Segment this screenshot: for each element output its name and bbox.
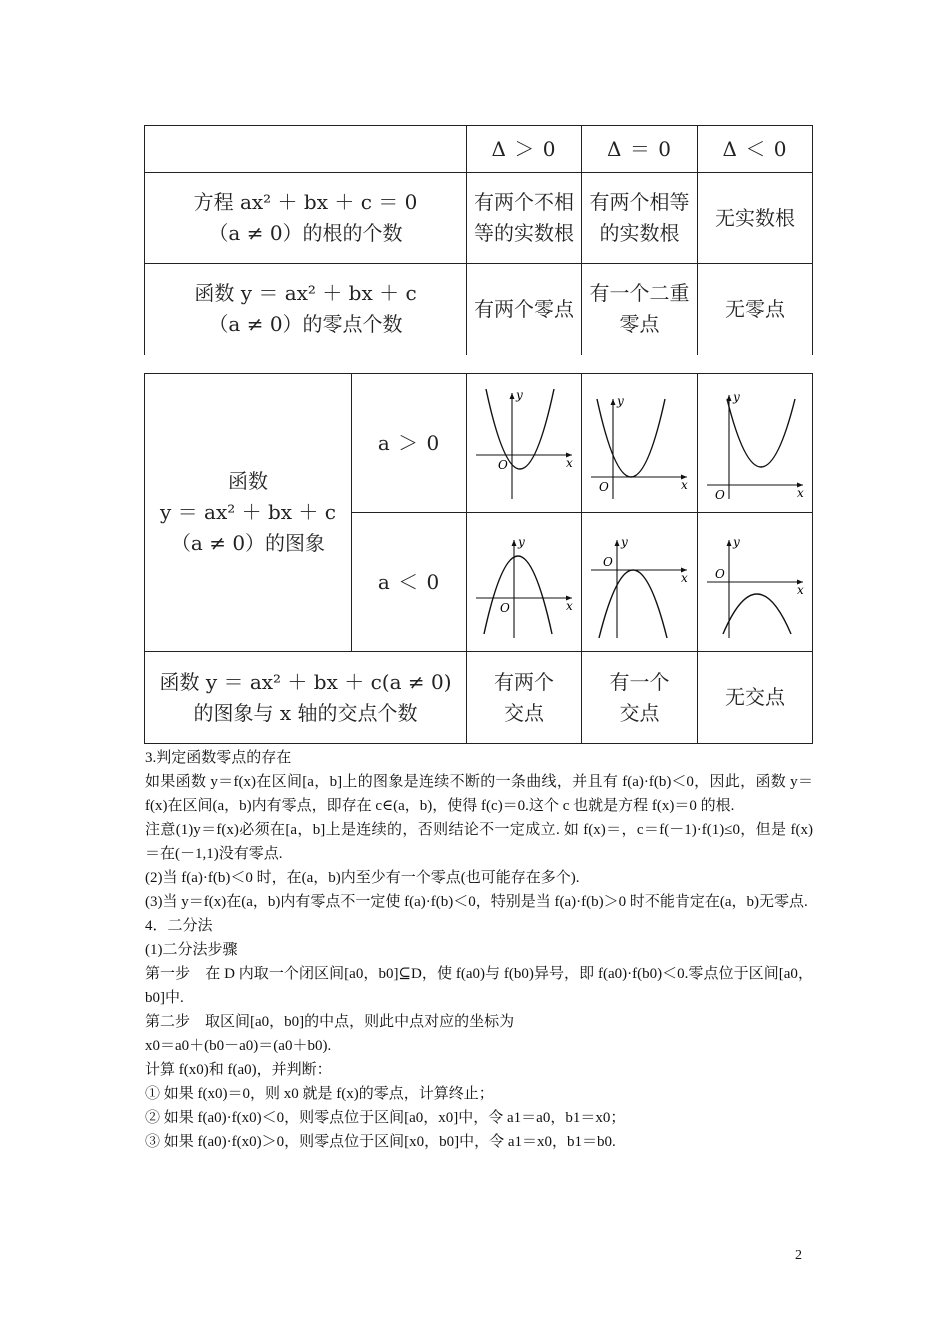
y-axis-arrow — [509, 393, 514, 399]
graph-down-two-roots — [468, 518, 581, 646]
origin-label: O — [714, 567, 725, 581]
paragraph: 如果函数 y＝f(x)在区间[a，b]上的图象是连续不断的一条曲线，并且有 f(a)·f(b)＜0，因此，函数 y＝f(x)在区间(a，b)内有零点，即存在 c∈(a，b)，使得 f(c)＝0.这个 c 也就是方程 f(x)＝0 的根. — [145, 774, 813, 814]
table-cell: 有两个 交点 — [467, 652, 582, 744]
graph-up-no-root — [699, 379, 812, 507]
graph-up-one-root — [583, 379, 696, 507]
y-axis-arrow — [726, 540, 731, 546]
origin-label: O — [603, 555, 613, 569]
y-axis-label: y — [621, 535, 628, 549]
parabola-curve — [597, 399, 665, 477]
x-axis-label: x — [796, 486, 804, 500]
x-axis-label: x — [681, 571, 688, 585]
paragraph: (3)当 y＝f(x)在(a，b)内有零点不一定使 f(a)·f(b)＜0，特别是当 f(a)·f(b)＞0 时不能肯定在(a，b)无零点. — [145, 894, 808, 910]
table-cell: 有一个二重零点 — [582, 264, 698, 355]
parabola-curve — [727, 399, 795, 467]
parabola-curve — [484, 556, 552, 634]
formula-line: x0＝a0＋(b0－a0)＝(a0＋b0). — [145, 1038, 332, 1054]
intersection-label-line2: 的图象与 x 轴的交点个数 — [193, 700, 418, 725]
graph-table — [144, 373, 813, 744]
intersection-label — [145, 652, 467, 744]
condition-a-positive: a ＞ 0 — [352, 374, 467, 513]
function-label — [145, 374, 352, 652]
origin-label: O — [599, 480, 609, 494]
header-delta-zero: Δ ＝ 0 — [582, 126, 698, 173]
list-item: ② 如果 f(a0)·f(x0)＜0，则零点位于区间[a0，x0]中，令 a1＝a0，b1＝x0； — [145, 1110, 626, 1126]
table-cell: 有两个相等的实数根 — [582, 173, 698, 264]
function-label-line: 函数 — [228, 469, 268, 493]
paragraph: 注意(1)y＝f(x)必须在[a，b]上是连续的，否则结论不一定成立. 如 f(x)＝，c＝f(－1)·f(1)≤0，但是 f(x)＝在(－1,1)没有零点. — [145, 822, 813, 862]
y-axis-arrow — [611, 399, 616, 405]
condition-a-negative: a ＜ 0 — [352, 513, 467, 652]
discriminant-table — [144, 125, 813, 355]
function-label-line: y ＝ ax² ＋ bx ＋ c — [160, 500, 336, 524]
table-row — [145, 652, 813, 744]
y-axis-label: y — [617, 394, 624, 408]
row-label-line2: （a ≠ 0）的零点个数 — [208, 312, 403, 337]
x-axis-label: x — [565, 456, 573, 470]
empty-header-cell — [145, 126, 467, 173]
intersection-label-line1: 函数 y ＝ ax² ＋ bx ＋ c(a ≠ 0) — [159, 669, 452, 694]
paragraph: 计算 f(x0)和 f(a0)，并判断： — [145, 1062, 332, 1078]
table-row — [145, 173, 813, 264]
row-label — [145, 264, 467, 355]
row-label-line1: 方程 ax² ＋ bx ＋ c ＝ 0 — [193, 190, 418, 214]
table-cell: 有两个不相等的实数根 — [467, 173, 582, 264]
row-label-line2: （a ≠ 0）的根的个数 — [208, 221, 403, 245]
origin-label: O — [499, 601, 510, 615]
y-axis-label: y — [732, 390, 740, 404]
row-label-line1: 函数 y ＝ ax² ＋ bx ＋ c — [194, 281, 417, 306]
function-label-line: （a ≠ 0）的图象 — [170, 531, 326, 555]
x-axis-label: x — [796, 583, 804, 597]
row-label — [145, 173, 467, 264]
parabola-curve — [599, 570, 667, 638]
x-axis-label: x — [681, 478, 688, 492]
section-heading: 3.判定函数零点的存在 — [145, 750, 292, 766]
table-cell: 有两个零点 — [467, 264, 582, 355]
table-cell: 无实数根 — [698, 173, 813, 264]
header-delta-positive: Δ ＞ 0 — [467, 126, 582, 173]
x-axis-label: x — [565, 599, 573, 613]
page-number: 2 — [795, 1248, 802, 1263]
parabola-curve — [723, 594, 791, 634]
header-delta-negative: Δ ＜ 0 — [698, 126, 813, 173]
table-cell: 无零点 — [698, 264, 813, 355]
graph-up-two-roots — [468, 379, 581, 507]
section-heading: 4．二分法 — [145, 918, 213, 934]
paragraph: (1)二分法步骤 — [145, 942, 238, 958]
graph-down-one-root — [583, 518, 696, 646]
origin-label: O — [714, 488, 725, 502]
paragraph: 第二步 取区间[a0，b0]的中点，则此中点对应的坐标为 — [145, 1014, 515, 1030]
body-text — [145, 746, 813, 1154]
y-axis-label: y — [517, 535, 525, 549]
y-axis-arrow — [615, 540, 620, 546]
graph-down-no-root — [699, 518, 812, 646]
table-row — [145, 264, 813, 355]
list-item: ③ 如果 f(a0)·f(x0)＞0，则零点位于区间[x0，b0]中，令 a1＝x0，b1＝b0. — [145, 1134, 616, 1150]
y-axis-label: y — [515, 388, 523, 402]
origin-label: O — [497, 458, 508, 472]
table-cell: 有一个 交点 — [582, 652, 698, 744]
list-item: ① 如果 f(x0)＝0，则 x0 就是 f(x)的零点，计算终止； — [145, 1086, 494, 1102]
paragraph: 第一步 在 D 内取一个闭区间[a0，b0]⊆D，使 f(a0)与 f(b0)异号，即 f(a0)·f(b0)＜0.零点位于区间[a0，b0]中. — [145, 966, 813, 1006]
paragraph: (2)当 f(a)·f(b)＜0 时，在(a，b)内至少有一个零点(也可能存在多个). — [145, 870, 580, 886]
y-axis-label: y — [732, 535, 740, 549]
table-cell: 无交点 — [698, 652, 813, 744]
y-axis-arrow — [511, 540, 516, 546]
